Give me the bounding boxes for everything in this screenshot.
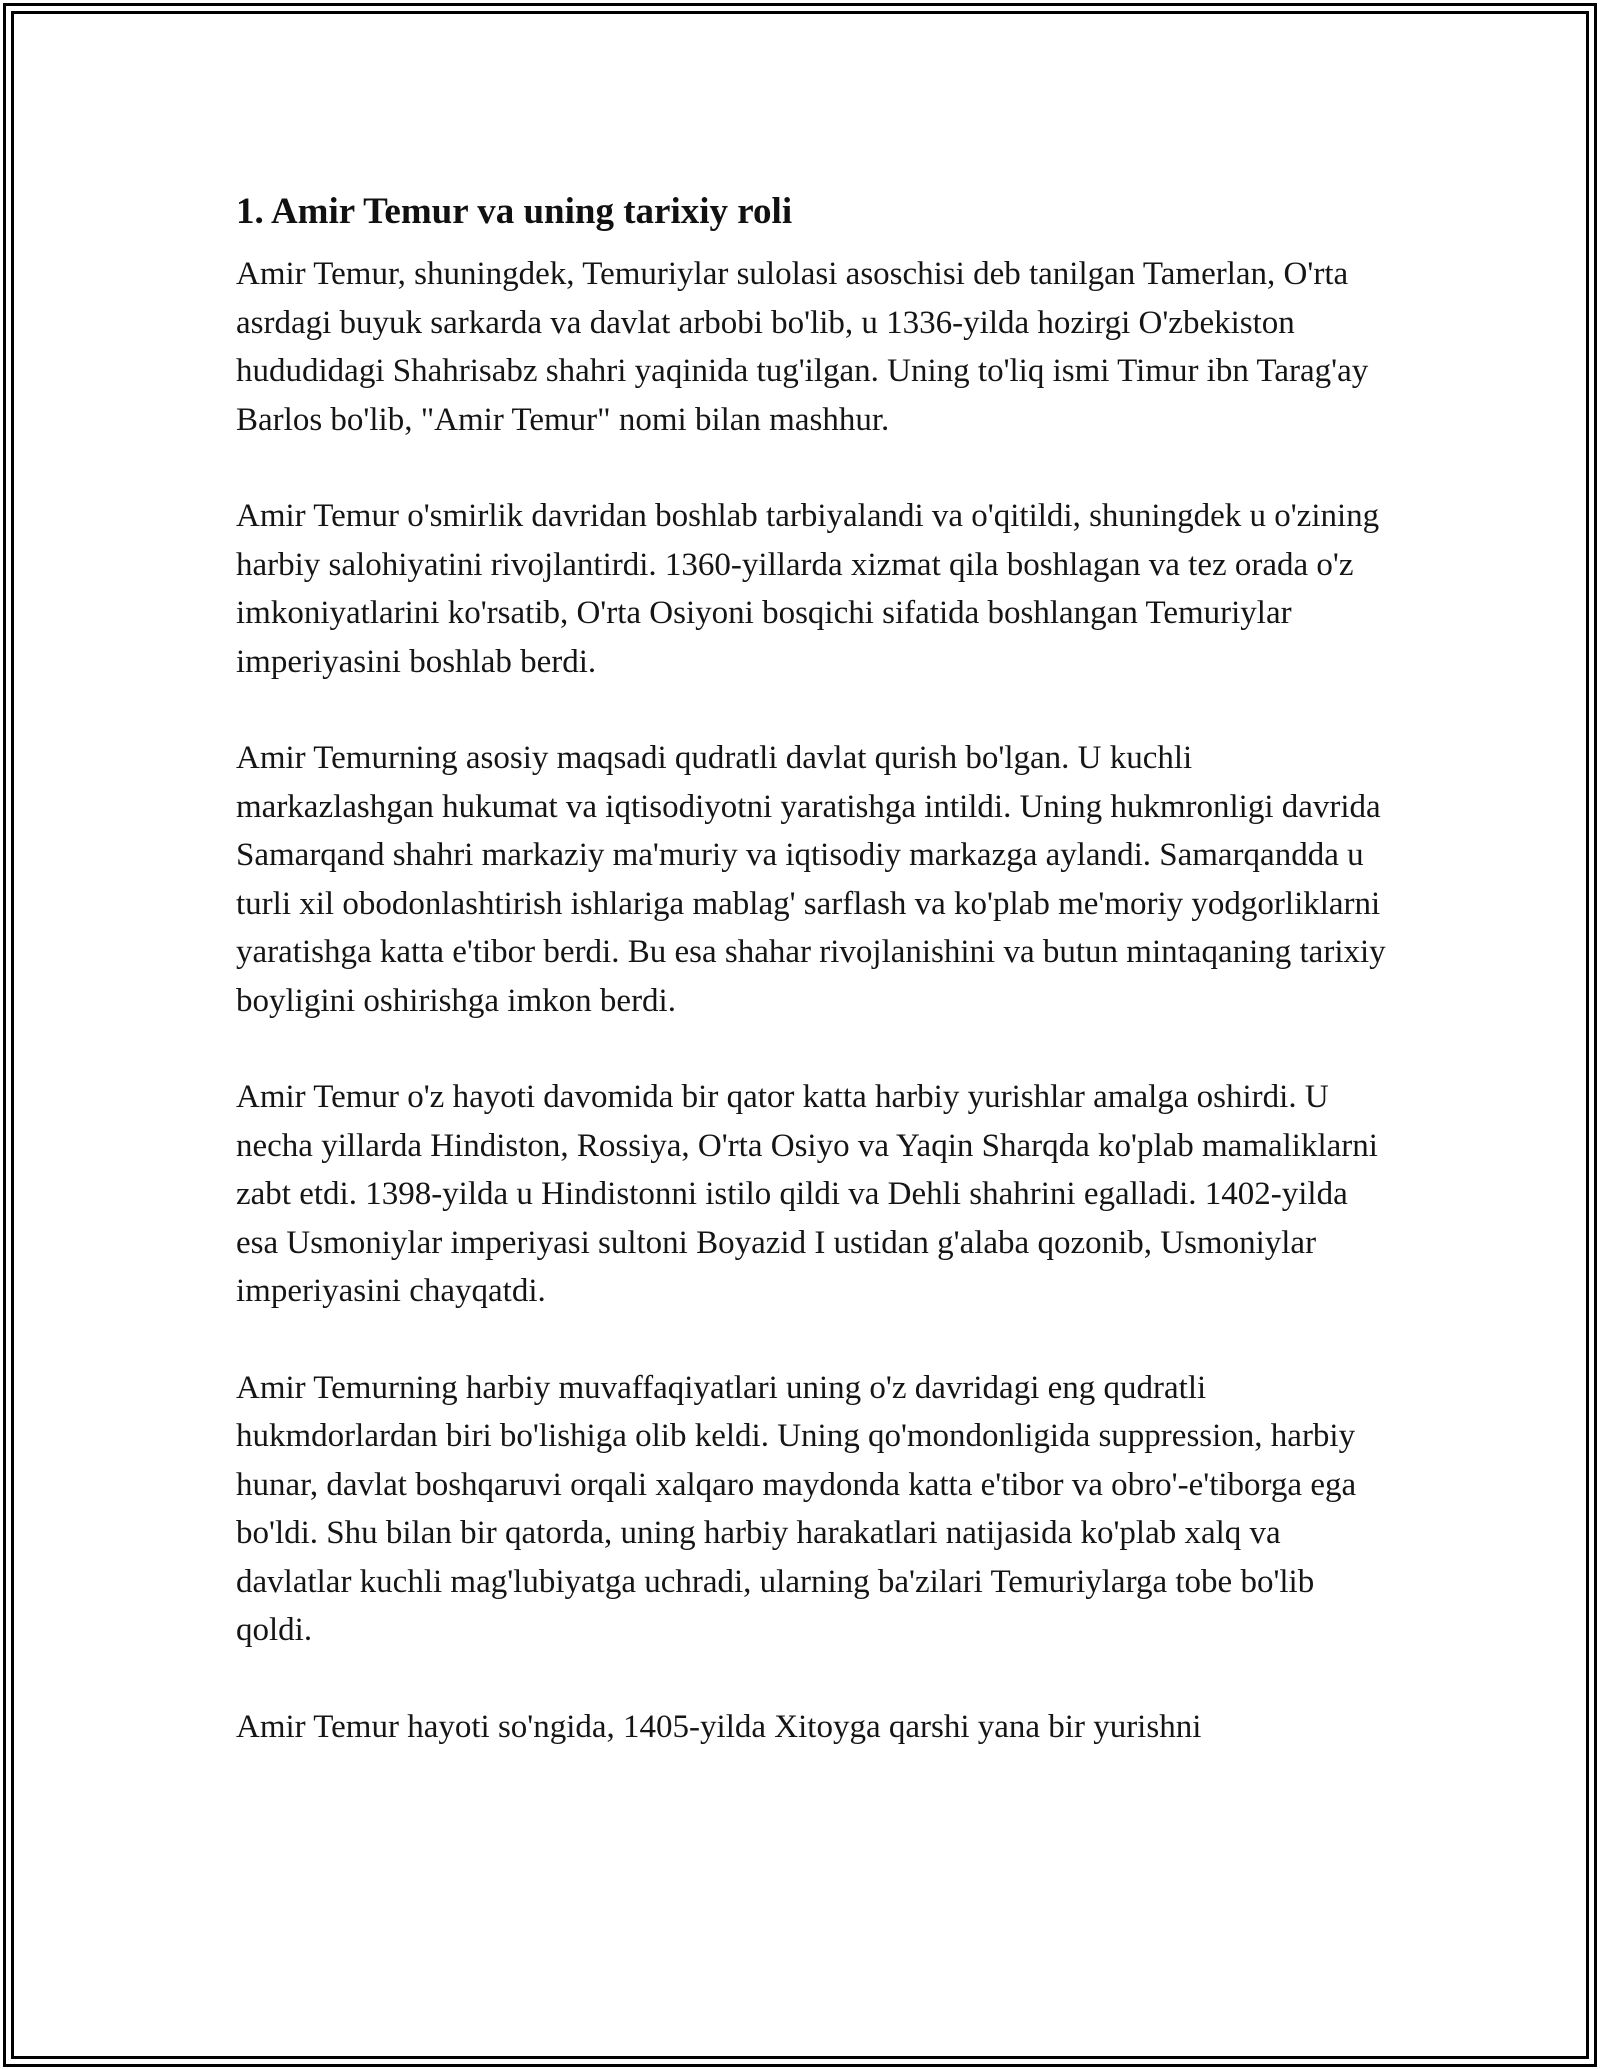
paragraph-youth: Amir Temur o'smirlik davridan boshlab tarbiyalandi va o'qitildi, shuningdek u o'zining harbiy salohiyatini rivojlantirdi. 1360-yillarda xizmat qila boshlagan va tez orada o'z imkoniyatlarini ko'rsatib, O'rta Osiyoni bosqichi sifatida boshlangan Temuriylar imperiyasini boshlab berdi. bbox=[236, 498, 1380, 680]
paragraph-state-building: Amir Temurning asosiy maqsadi qudratli davlat qurish bo'lgan. U kuchli markazlashgan hukumat va iqtisodiyotni yaratishga intildi. Uning hukmronligi davrida Samarqand shahri markaziy ma'muriy va iqtisodiy markazga aylandi. Samarqandda u turli xil obodonlashtirish ishlariga mablag' sarflash va ko'plab me'moriy yodgorliklarni yaratishga katta e'tibor berdi. Bu esa shahar rivojlanishini va butun mintaqaning tarixiy boyligini oshirishga imkon berdi. bbox=[236, 740, 1386, 1019]
section-heading: 1. Amir Temur va uning tarixiy roli bbox=[236, 191, 793, 232]
paragraph-campaigns: Amir Temur o'z hayoti davomida bir qator katta harbiy yurishlar amalga oshirdi. U necha yillarda Hindiston, Rossiya, O'rta Osiyo va Yaqin Sharqda ko'plab mamaliklarni zabt etdi. 1398-yilda u Hindistonni istilo qildi va Dehli shahrini egalladi. 1402-yilda esa Usmoniylar imperiyasi sultoni Boyazid I ustidan g'alaba qozonib, Usmoniylar imperiyasini chayqatdi. bbox=[236, 1079, 1378, 1309]
document-body bbox=[236, 186, 1386, 1751]
paragraph-birth: Amir Temur, shuningdek, Temuriylar sulolasi asoschisi deb tanilgan Tamerlan, O'rta asrdagi buyuk sarkarda va davlat arbobi bo'lib, u 1336-yilda hozirgi O'zbekiston hududidagi Shahrisabz shahri yaqinida tug'ilgan. Uning to'liq ismi Timur ibn Tarag'ay Barlos bo'lib, "Amir Temur" nomi bilan mashhur. bbox=[236, 256, 1369, 438]
paragraph-final-years: Amir Temur hayoti so'ngida, 1405-yilda Xitoyga qarshi yana bir yurishni bbox=[236, 1708, 1202, 1745]
paragraph-military-success: Amir Temurning harbiy muvaffaqiyatlari uning o'z davridagi eng qudratli hukmdorlardan biri bo'lishiga olib keldi. Uning qo'mondonligida suppression, harbiy hunar, davlat boshqaruvi orqali xalqaro maydonda katta e'tibor va obro'-e'tiborga ega bo'ldi. Shu bilan bir qatorda, uning harbiy harakatlari natijasida ko'plab xalq va davlatlar kuchli mag'lubiyatga uchradi, ularning ba'zilari Temuriylarga tobe bo'lib qoldi. bbox=[236, 1369, 1357, 1648]
